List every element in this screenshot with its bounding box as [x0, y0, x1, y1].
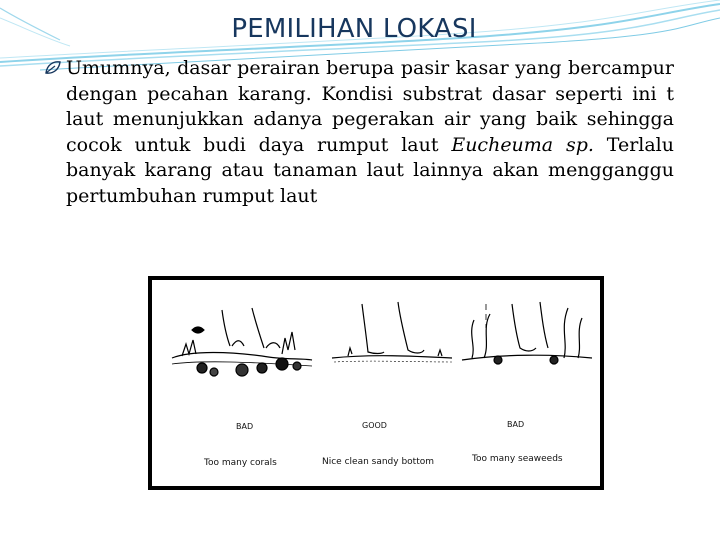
leaf-bullet-icon [44, 59, 62, 77]
substrate-illustration [148, 276, 604, 490]
coral-bottom-scene [172, 308, 312, 376]
body-paragraph [44, 56, 674, 209]
bullet-paragraph [44, 56, 674, 209]
panel-caption-right: Too many seaweeds [472, 454, 563, 464]
seaweed-bottom-scene [462, 302, 592, 364]
species-name: Eucheuma sp. [451, 133, 594, 156]
paragraph-text-part1: Umumnya, dasar perairan berupa pasir kasar yang bercampur dengan pecahan karang. Kondisi substrat dasar seperti ini t laut menunjukkan adanya pegerakan air yang baik sehingga cocok untuk budi daya rumput laut [66, 57, 674, 156]
panel-caption-middle: Nice clean sandy bottom [322, 457, 435, 467]
sandy-bottom-scene [332, 302, 452, 362]
slide-title: PEMILIHAN LOKASI [231, 14, 477, 44]
paragraph-text-part2: Terlalu banyak karang atau tanaman laut lainnya akan mengganggu pertumbuhan rumput laut [66, 133, 674, 207]
panel-label-middle: GOOD [362, 421, 387, 430]
panel-label-right: BAD [507, 420, 525, 429]
panel-label-left: BAD [236, 422, 254, 431]
panel-caption-left: Too many corals [204, 458, 277, 468]
